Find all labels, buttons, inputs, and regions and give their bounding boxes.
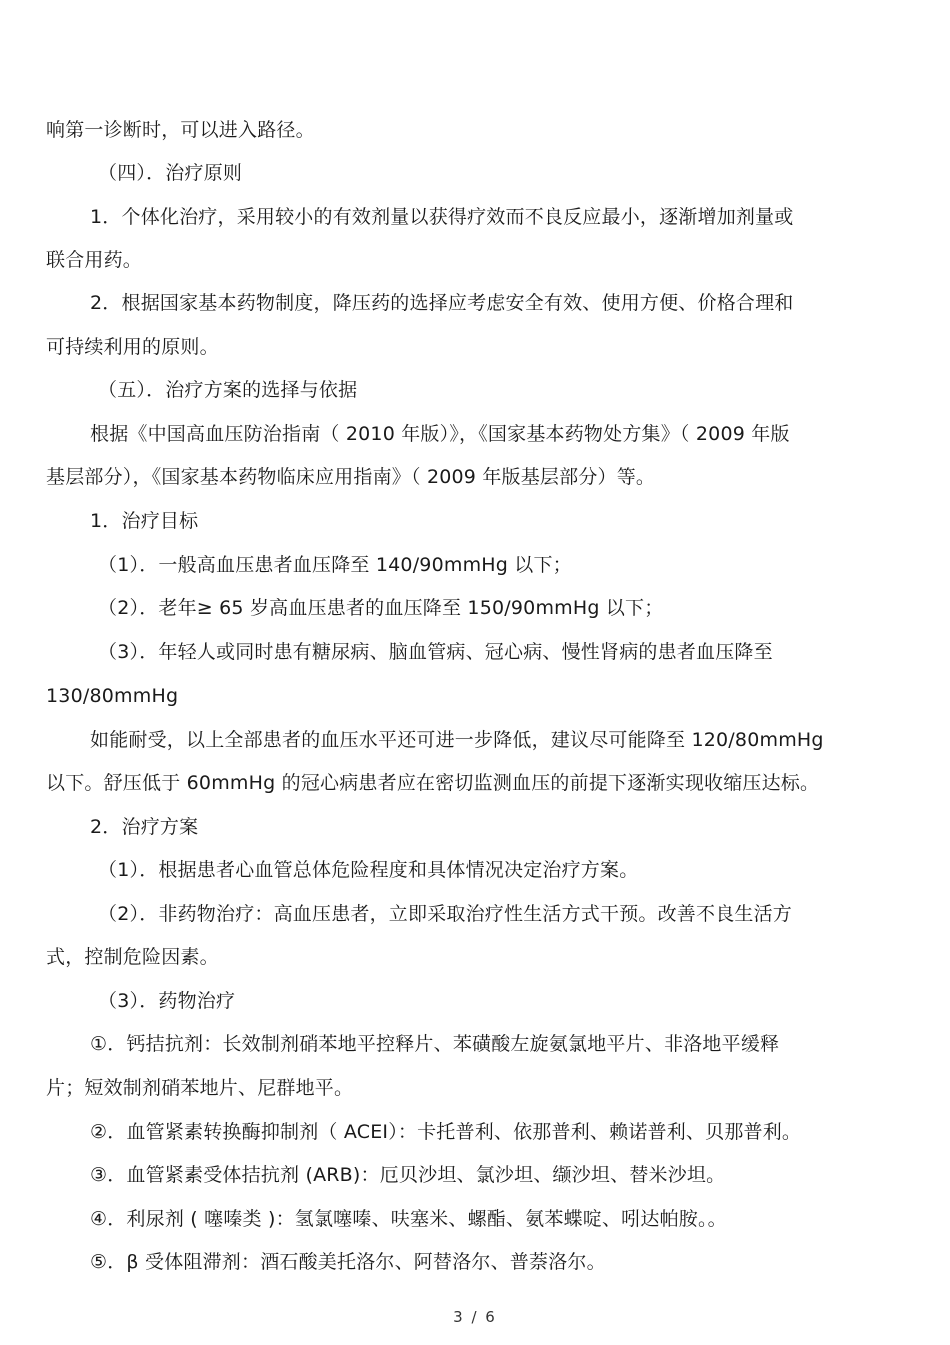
- drug-list-item: ⑤．β 受体阻滞剂：酒石酸美托洛尔、阿替洛尔、普萘洛尔。: [90, 1251, 606, 1273]
- text-line: 片；短效制剂硝苯地片、尼群地平。: [46, 1077, 354, 1099]
- list-item: （3）．年轻人或同时患有糖尿病、脑血管病、冠心病、慢性肾病的患者血压降至: [98, 641, 773, 663]
- text-line: 基层部分），《国家基本药物临床应用指南》（ 2009 年版基层部分）等。: [46, 466, 656, 488]
- text-line: 可持续利用的原则。: [46, 336, 219, 358]
- text-line: 1．个体化治疗，采用较小的有效剂量以获得疗效而不良反应最小，逐渐增加剂量或: [90, 206, 794, 228]
- text-line: 2．根据国家基本药物制度，降压药的选择应考虑安全有效、使用方便、价格合理和: [90, 292, 794, 314]
- drug-list-item: ③．血管紧素受体拮抗剂 (ARB)：厄贝沙坦、氯沙坦、缬沙坦、替米沙坦。: [90, 1164, 726, 1186]
- list-item: （2）．非药物治疗：高血压患者，立即采取治疗性生活方式干预。改善不良生活方: [98, 903, 792, 925]
- list-item: （3）．药物治疗: [98, 990, 236, 1012]
- drug-list-item: ②．血管紧素转换酶抑制剂（ ACEI）：卡托普利、依那普利、赖诺普利、贝那普利。: [90, 1121, 802, 1143]
- list-item: （2）．老年≥ 65 岁高血压患者的血压降至 150/90mmHg 以下；: [98, 597, 664, 619]
- text-line: 联合用药。: [46, 249, 143, 271]
- text-line: 响第一诊断时，可以进入路径。: [46, 119, 315, 141]
- section-heading-treatment-principles: （四）．治疗原则: [98, 162, 243, 184]
- text-line: 以下。舒压低于 60mmHg 的冠心病患者应在密切监测血压的前提下逐渐实现收缩压达标。: [46, 772, 820, 794]
- section-heading-treatment-plan-selection: （五）．治疗方案的选择与依据: [98, 379, 358, 401]
- subheading-treatment-goals: 1．治疗目标: [90, 510, 199, 532]
- list-item: （1）．一般高血压患者血压降至 140/90mmHg 以下；: [98, 554, 572, 576]
- text-line: 130/80mmHg: [46, 685, 179, 707]
- list-item: （1）．根据患者心血管总体危险程度和具体情况决定治疗方案。: [98, 859, 639, 881]
- text-line: 根据《中国高血压防治指南（ 2010 年版）》，《国家基本药物处方集》（ 2009 年版: [90, 423, 790, 445]
- drug-list-item: ④．利尿剂 ( 噻嗪类 )：氢氯噻嗪、呋塞米、螺酯、氨苯蝶啶、吲达帕胺。。: [90, 1208, 727, 1230]
- text-line: 式，控制危险因素。: [46, 946, 219, 968]
- text-line: 如能耐受，以上全部患者的血压水平还可进一步降低，建议尽可能降至 120/80mmHg: [90, 729, 824, 751]
- page-number: 3 / 6: [453, 1308, 497, 1326]
- subheading-treatment-plan: 2．治疗方案: [90, 816, 199, 838]
- drug-list-item: ①．钙拮抗剂：长效制剂硝苯地平控释片、苯磺酸左旋氨氯地平片、非洛地平缓释: [90, 1033, 780, 1055]
